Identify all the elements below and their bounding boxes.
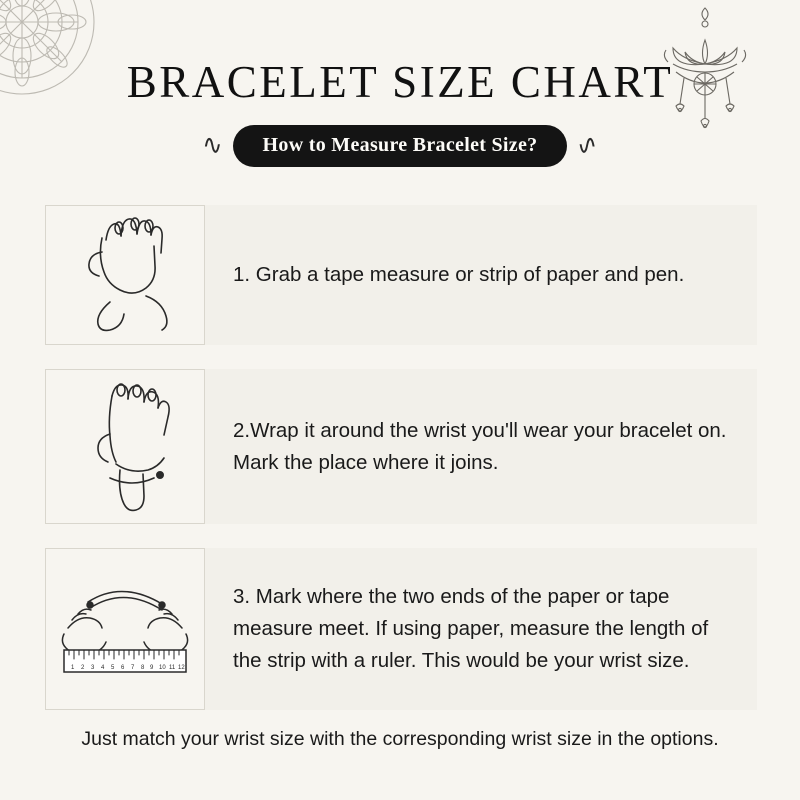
- svg-text:2: 2: [81, 665, 85, 671]
- steps-list: [45, 205, 757, 734]
- hands-measuring-ruler-illustration: [45, 548, 205, 710]
- svg-text:10: 10: [159, 665, 166, 671]
- step-text: 2.Wrap it around the wrist you'll wear your bracelet on. Mark the place where it joins.: [233, 418, 727, 474]
- subtitle-row: [0, 125, 800, 167]
- svg-text:12: 12: [178, 665, 185, 671]
- list-item: [45, 548, 757, 710]
- footer-note: Just match your wrist size with the corresponding wrist size in the options.: [81, 728, 719, 750]
- svg-text:5: 5: [111, 665, 115, 671]
- svg-text:6: 6: [121, 665, 125, 671]
- step-text: 3. Mark where the two ends of the paper or tape measure meet. If using paper, measure the length of the strip with a ruler. This would be your wrist size.: [233, 585, 709, 672]
- svg-text:7: 7: [131, 665, 135, 671]
- svg-text:11: 11: [169, 665, 176, 671]
- svg-text:4: 4: [101, 665, 105, 671]
- flourish-right-icon: ∿: [577, 131, 598, 161]
- svg-text:1: 1: [71, 665, 75, 671]
- hand-wrapping-wrist-illustration: [45, 369, 205, 524]
- list-item: [45, 369, 757, 524]
- hand-holding-tape-illustration: [45, 205, 205, 345]
- list-item: [45, 205, 757, 345]
- svg-text:8: 8: [141, 665, 145, 671]
- flourish-left-icon: ∿: [202, 131, 223, 161]
- svg-text:3: 3: [91, 665, 95, 671]
- subtitle-badge: How to Measure Bracelet Size?: [233, 125, 568, 167]
- svg-text:9: 9: [150, 665, 154, 671]
- page-title: BRACELET SIZE CHART: [126, 57, 674, 107]
- step-text: 1. Grab a tape measure or strip of paper and pen.: [233, 263, 685, 287]
